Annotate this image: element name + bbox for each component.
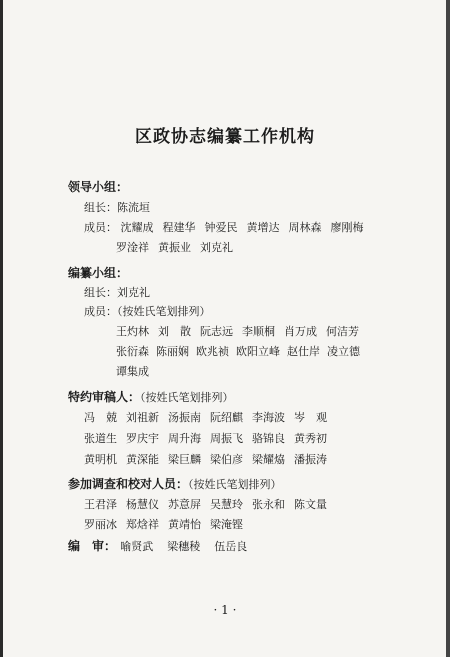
name: 钟爱民	[204, 221, 238, 234]
name: 骆锦良	[252, 432, 285, 445]
page-number: · 1 ·	[213, 603, 237, 617]
name: 杨慧仪	[126, 498, 159, 511]
name: 黄靖怡	[168, 518, 201, 531]
members-note: （按姓氏笔划排列）	[117, 305, 211, 318]
special-reviewers-heading-line	[68, 388, 234, 405]
members-label: 成员：	[84, 221, 117, 234]
leader-group-heading: 领导小组：	[68, 180, 129, 194]
leader-group-members-line	[84, 219, 364, 235]
name: 汤振南	[168, 411, 201, 424]
special-reviewers-row2	[84, 430, 327, 446]
name: 刘克礼	[200, 241, 233, 254]
name: 梁耀㶸	[252, 453, 285, 466]
leader-group-members-row2	[116, 239, 233, 255]
editorial-group-members-row2	[116, 343, 360, 359]
name: 伍岳良	[214, 540, 248, 553]
name: 何洁芳	[326, 325, 359, 338]
name: 喻贤武	[120, 540, 154, 553]
name: 黄明机	[84, 453, 117, 466]
name: 梁穗稜	[167, 540, 201, 553]
name: 郑焓祥	[126, 518, 159, 531]
name: 陈丽娴	[156, 345, 189, 358]
name: 肖万成	[284, 325, 317, 338]
name: 赵仕岸	[287, 345, 320, 358]
name: 阮绍麒	[210, 411, 243, 424]
special-reviewers-heading: 特约审稿人：	[68, 390, 141, 404]
name: 罗庆宇	[126, 432, 159, 445]
special-reviewers-row1	[84, 409, 327, 425]
name: 张衍森	[116, 345, 149, 358]
name: 李顺桐	[242, 325, 275, 338]
name: 李海波	[252, 411, 285, 424]
leader-label: 组长：	[84, 201, 117, 214]
name: 谭集成	[116, 365, 149, 378]
name: 周振飞	[210, 432, 243, 445]
leader-label: 组长：	[84, 286, 117, 299]
name: 冯 兢	[84, 411, 117, 424]
members-label: 成员：	[84, 305, 117, 318]
name: 王君泽	[84, 498, 117, 511]
name: 苏意屏	[168, 498, 201, 511]
name: 张道生	[84, 432, 117, 445]
name: 岑 观	[294, 411, 327, 424]
page-title: 区政协志编纂工作机构	[135, 127, 315, 147]
editorial-group-members-row1	[116, 323, 359, 339]
name: 陈文量	[294, 498, 327, 511]
name: 刘祖新	[126, 411, 159, 424]
name: 刘 散	[158, 325, 191, 338]
investigators-heading-line	[68, 475, 282, 492]
name: 潘振涛	[294, 453, 327, 466]
name: 周升海	[168, 432, 201, 445]
special-reviewers-row3	[84, 451, 327, 467]
investigators-row1	[84, 496, 327, 512]
name: 程建华	[162, 221, 196, 234]
reviewers-heading: 编 审：	[68, 539, 117, 553]
leader-name: 陈流垣	[117, 201, 150, 214]
editorial-group-heading: 编纂小组：	[68, 266, 129, 280]
reviewers-line	[68, 537, 247, 554]
name: 梁巨麟	[168, 453, 201, 466]
name: 黄增达	[246, 221, 280, 234]
leader-group-leader-line	[84, 199, 150, 215]
leader-name: 刘克礼	[117, 286, 150, 299]
name: 吴慧玲	[210, 498, 243, 511]
name: 沈耀成	[120, 221, 154, 234]
investigators-heading: 参加调查和校对人员：	[68, 477, 189, 491]
name: 罗丽冰	[84, 518, 117, 531]
right-edge-shadow	[446, 0, 450, 657]
name: 欧兆祯	[196, 345, 229, 358]
name: 周林森	[288, 221, 322, 234]
name: 黄秀初	[294, 432, 327, 445]
name: 王灼林	[116, 325, 149, 338]
investigators-row2	[84, 516, 243, 532]
editorial-group-leader-line	[84, 284, 150, 300]
name: 黄深能	[126, 453, 159, 466]
name: 欧阳立峰	[236, 345, 280, 358]
name: 阮志远	[200, 325, 233, 338]
special-reviewers-note: （按姓氏笔划排列）	[140, 391, 234, 404]
investigators-note: （按姓氏笔划排列）	[188, 478, 282, 491]
name: 黄振业	[158, 241, 191, 254]
editorial-group-members-row3	[116, 363, 149, 379]
leader-group-members-row1	[121, 219, 364, 235]
name: 罗淦祥	[116, 241, 149, 254]
editorial-group-members-line	[84, 303, 211, 319]
name: 梁伯彦	[210, 453, 243, 466]
name: 凌立德	[327, 345, 360, 358]
name: 张永和	[252, 498, 285, 511]
name: 梁淹铿	[210, 518, 243, 531]
left-edge-shadow	[0, 0, 3, 657]
name: 廖刚梅	[330, 221, 364, 234]
